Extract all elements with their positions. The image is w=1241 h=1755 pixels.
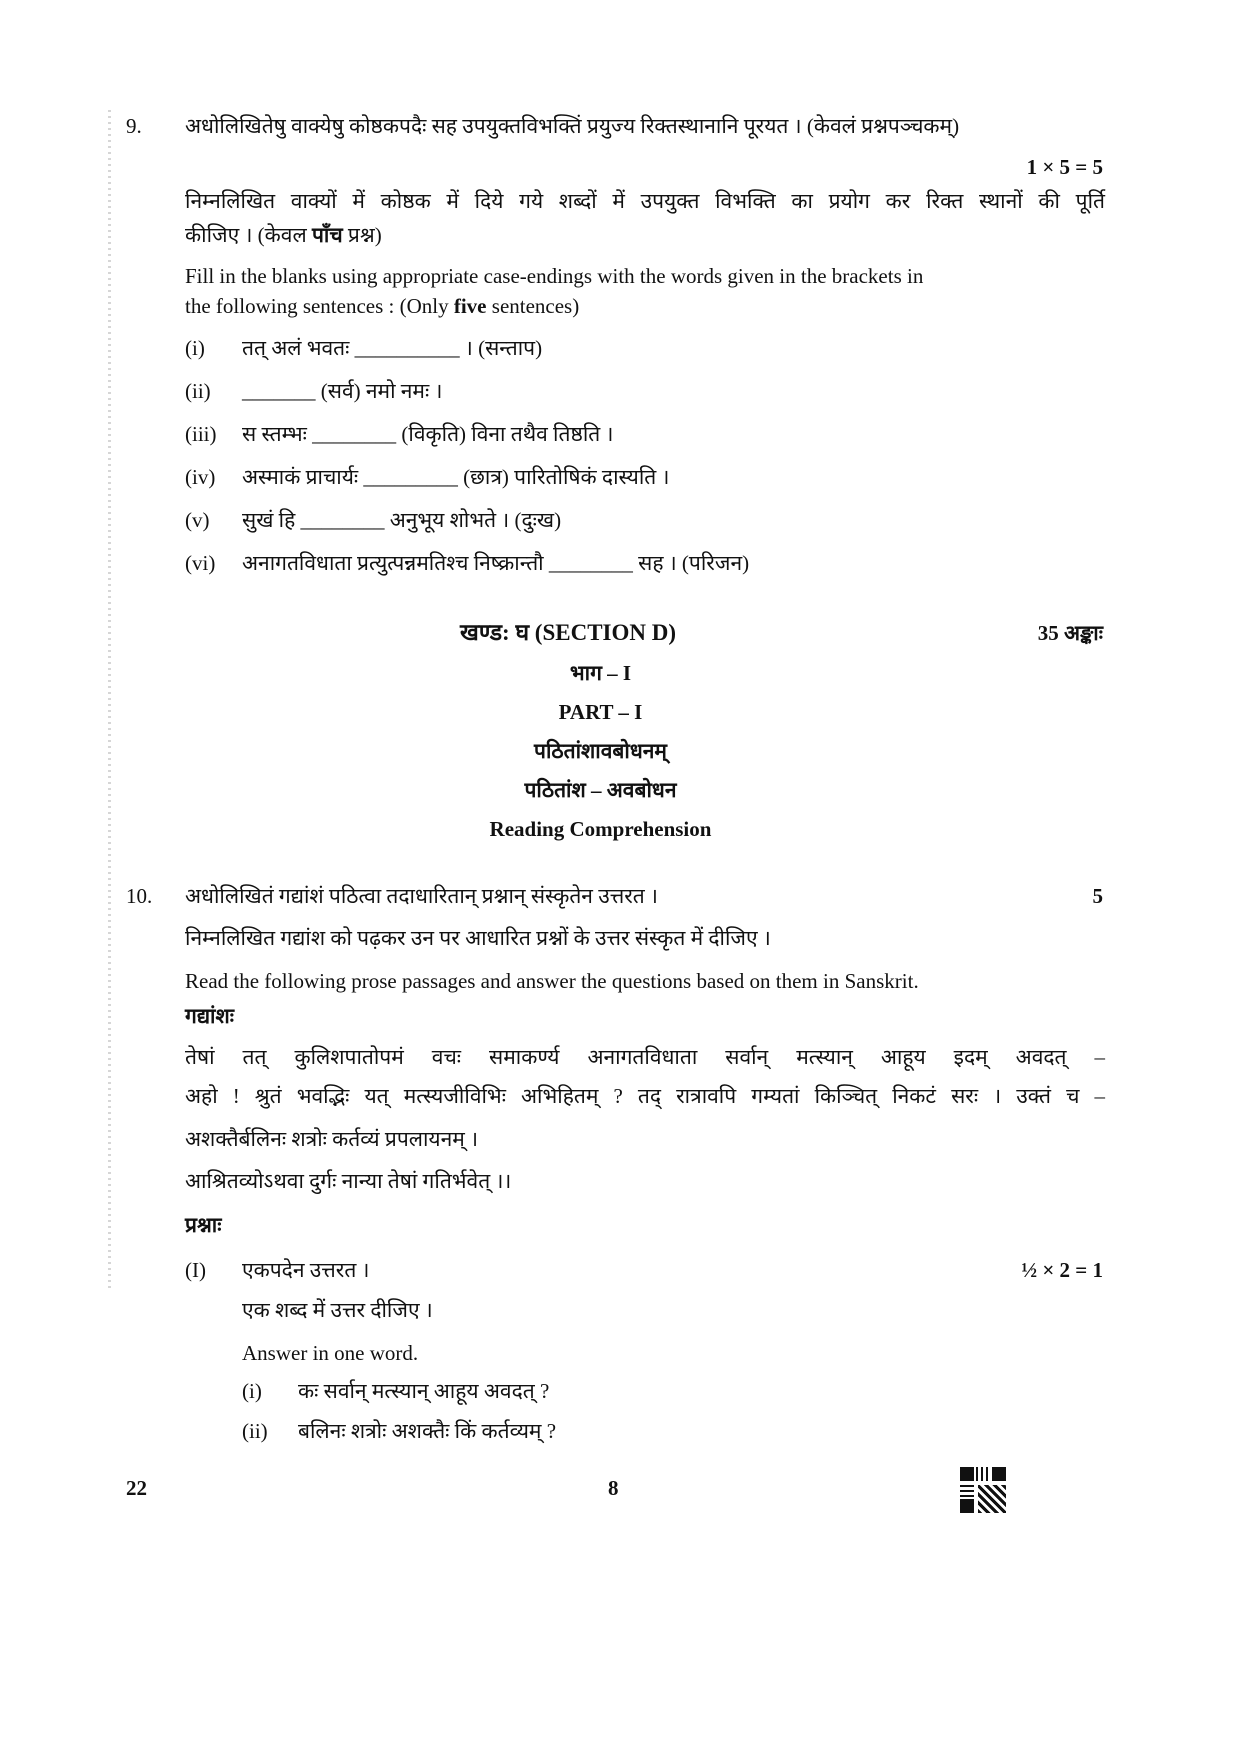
q9-item-text: स स्तम्भः ________ (विकृति) विना तथैव तिष्ठति । — [242, 422, 614, 446]
q10-part-label: (I) — [185, 1258, 206, 1282]
section-marks: 35 अङ्काः — [1037, 621, 1103, 645]
q10-item-text: कः सर्वान् मत्स्यान् आहूय अवदत् ? — [298, 1379, 550, 1403]
question-9-sanskrit: अधोलिखितेषु वाक्येषु कोष्ठकपदैः सह उपयुक्तविभक्तिं प्रयुज्य रिक्तस्थानानि पूरयत । (केवलं प्रश्नपञ्चकम्) — [185, 114, 960, 138]
footer-code: 22 — [126, 1476, 147, 1500]
subheading-hindi: पठितांश – अवबोधन — [524, 778, 677, 802]
q9-item-text: अस्माकं प्राचार्यः _________ (छात्र) पारितोषिकं दास्यति । — [242, 465, 670, 489]
subheading-english: Reading Comprehension — [489, 817, 712, 841]
hindi-text: कीजिए । (केवल — [185, 223, 312, 247]
q10-item-label: (ii) — [242, 1419, 268, 1443]
question-9-hindi-line2 — [185, 222, 382, 249]
q9-item-label: (ii) — [185, 379, 211, 403]
hindi-bold-text: पाँच — [311, 223, 343, 247]
question-10-english: Read the following prose passages and answer the questions based on them in Sanskrit. — [185, 969, 919, 993]
question-10-marks: 5 — [1092, 884, 1103, 908]
q9-item-text: _______ (सर्व) नमो नमः । — [242, 379, 443, 403]
question-10-number: 10. — [126, 884, 153, 908]
q10-part-english: Answer in one word. — [242, 1341, 419, 1365]
part-english: PART – I — [558, 700, 643, 724]
q9-item-label: (v) — [185, 508, 210, 532]
question-9-english-line1: Fill in the blanks using appropriate case-endings with the words given in the brackets in — [185, 264, 924, 288]
subheading-sanskrit: पठितांशावबोधनम् — [534, 739, 667, 763]
part-hindi: भाग – I — [569, 661, 632, 685]
english-bold-text: five — [453, 294, 487, 318]
q9-item-label: (iii) — [185, 422, 217, 446]
q9-item-label: (i) — [185, 336, 205, 360]
q9-item-text: सुखं हि ________ अनुभूय शोभते । (दुःख) — [242, 508, 562, 532]
passage-heading: गद्यांशः — [185, 1004, 235, 1028]
q10-item-label: (i) — [242, 1379, 262, 1403]
q10-part-sanskrit: एकपदेन उत्तरत । — [242, 1258, 370, 1282]
q10-part-marks: ½ × 2 = 1 — [1021, 1258, 1103, 1282]
english-text: sentences) — [486, 294, 580, 318]
q10-part-hindi: एक शब्द में उत्तर दीजिए । — [242, 1298, 433, 1322]
qr-code-icon — [958, 1465, 1008, 1515]
passage-line: अहो ! श्रुतं भवद्भिः यत् मत्स्यजीविभिः अभिहितम् ? तद् रात्रावपि गम्यतां किञ्चित् निकटं सरः । उक्तं च – — [185, 1084, 1105, 1108]
question-10-sanskrit: अधोलिखितं गद्यांशं पठित्वा तदाधारितान् प्रश्नान् संस्कृतेन उत्तरत । — [185, 884, 658, 908]
q10-item-text: बलिनः शत्रोः अशक्तैः किं कर्तव्यम् ? — [298, 1419, 557, 1443]
passage-verse-line: अशक्तैर्बलिनः शत्रोः कर्तव्यं प्रपलायनम् । — [185, 1127, 479, 1151]
question-10-hindi: निम्नलिखित गद्यांश को पढ़कर उन पर आधारित प्रश्नों के उत्तर संस्कृत में दीजिए । — [185, 926, 771, 950]
q9-item-text: अनागतविधाता प्रत्युत्पन्नमतिश्च निष्क्रान्तौ ________ सह । (परिजन) — [242, 551, 750, 575]
q9-item-text: तत् अलं भवतः __________ । (सन्ताप) — [242, 336, 543, 360]
question-9-marks: 1 × 5 = 5 — [1026, 155, 1103, 179]
hindi-text: प्रश्न) — [342, 223, 382, 247]
section-title: खण्ड: घ (SECTION D) — [460, 620, 677, 645]
passage-line: तेषां तत् कुलिशपातोपमं वचः समाकर्ण्य अनागतविधाता सर्वान् मत्स्यान् आहूय इदम् अवदत् – — [185, 1045, 1105, 1069]
q9-item-label: (vi) — [185, 551, 216, 575]
question-9-hindi-line1: निम्नलिखित वाक्यों में कोष्ठक में दिये गये शब्दों में उपयुक्त विभक्ति का प्रयोग कर रिक्त स्थानों की पूर्ति — [185, 189, 1105, 213]
q9-item-label: (iv) — [185, 465, 216, 489]
english-text: the following sentences : (Only — [185, 294, 454, 318]
questions-heading: प्रश्नाः — [185, 1213, 222, 1237]
passage-verse-line: आश्रितव्योऽथवा दुर्गः नान्या तेषां गतिर्भवेत् ।। — [185, 1169, 512, 1193]
question-9-english-line2 — [185, 293, 579, 320]
page-number: 8 — [608, 1476, 619, 1500]
question-9-number: 9. — [126, 114, 142, 138]
